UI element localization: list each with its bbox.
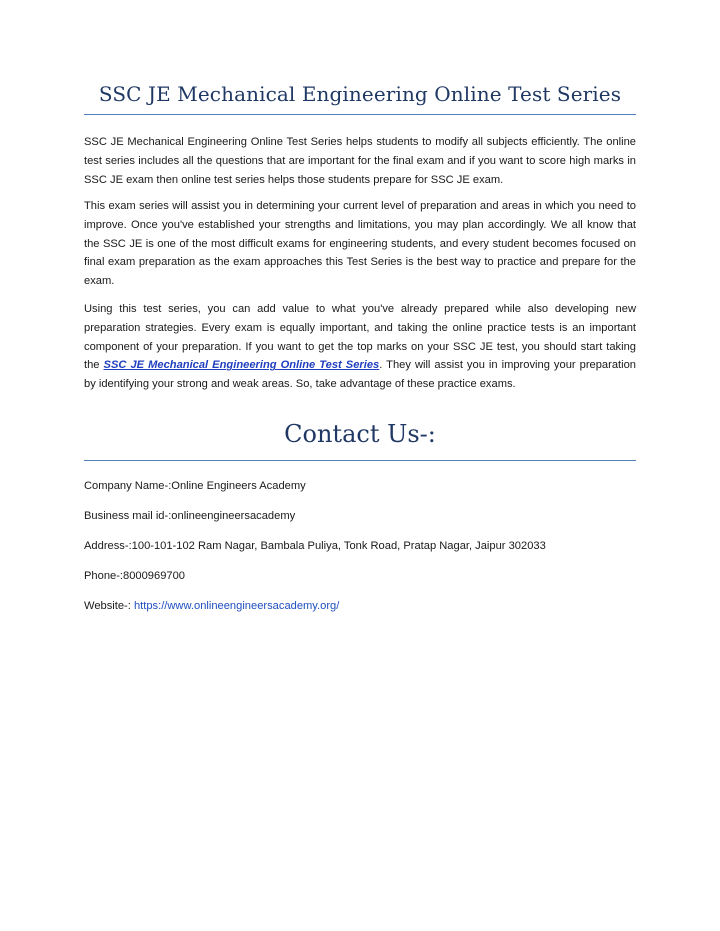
contact-divider — [84, 460, 636, 461]
contact-heading: Contact Us-: — [284, 420, 436, 448]
page-title: SSC JE Mechanical Engineering Online Test Series — [98, 82, 622, 106]
assessment-paragraph: This exam series will assist you in determining your current level of preparation and areas in which you need to improve. Once you've established your strengths and limitations, you may plan accordingly. We all know that the SSC JE is one of the most difficult exams for engineering students, and every student becomes focused on final exam preparation as the exam approaches this Test Series is the best way to practice and prepare for the exam. — [84, 200, 636, 288]
website-label: Website-: — [84, 600, 134, 612]
business-mail: Business mail id-:onlineengineersacademy — [84, 510, 296, 522]
test-series-link[interactable]: SSC JE Mechanical Engineering Online Test Series — [103, 359, 380, 372]
intro-paragraph: SSC JE Mechanical Engineering Online Test Series helps students to modify all subjects efficiently. The online test series includes all the questions that are important for the final exam and if you want to score high marks in SSC JE exam then online test series helps those students prepare for SSC JE exam. — [84, 136, 636, 186]
company-name: Company Name-:Online Engineers Academy — [84, 480, 306, 492]
phone: Phone-:8000969700 — [84, 570, 185, 582]
usage-text-after: . They will assist you in improving your preparation by identifying your strong and weak areas. So, take advantage of these practice exams. — [84, 359, 636, 391]
website-line — [84, 600, 636, 612]
usage-text-before: Using this test series, you can add value to what you've already prepared while also developing new preparation strategies. Every exam is equally important, and taking the online practice tests is an important component of your preparation. If you want to get the top marks on your SSC JE test, you should start taking the — [84, 303, 636, 372]
website-link[interactable]: https://www.onlineengineersacademy.org/ — [133, 600, 340, 612]
usage-paragraph — [84, 300, 636, 394]
address: Address-:100-101-102 Ram Nagar, Bambala Puliya, Tonk Road, Pratap Nagar, Jaipur 302033 — [84, 540, 546, 552]
title-divider — [84, 114, 636, 115]
